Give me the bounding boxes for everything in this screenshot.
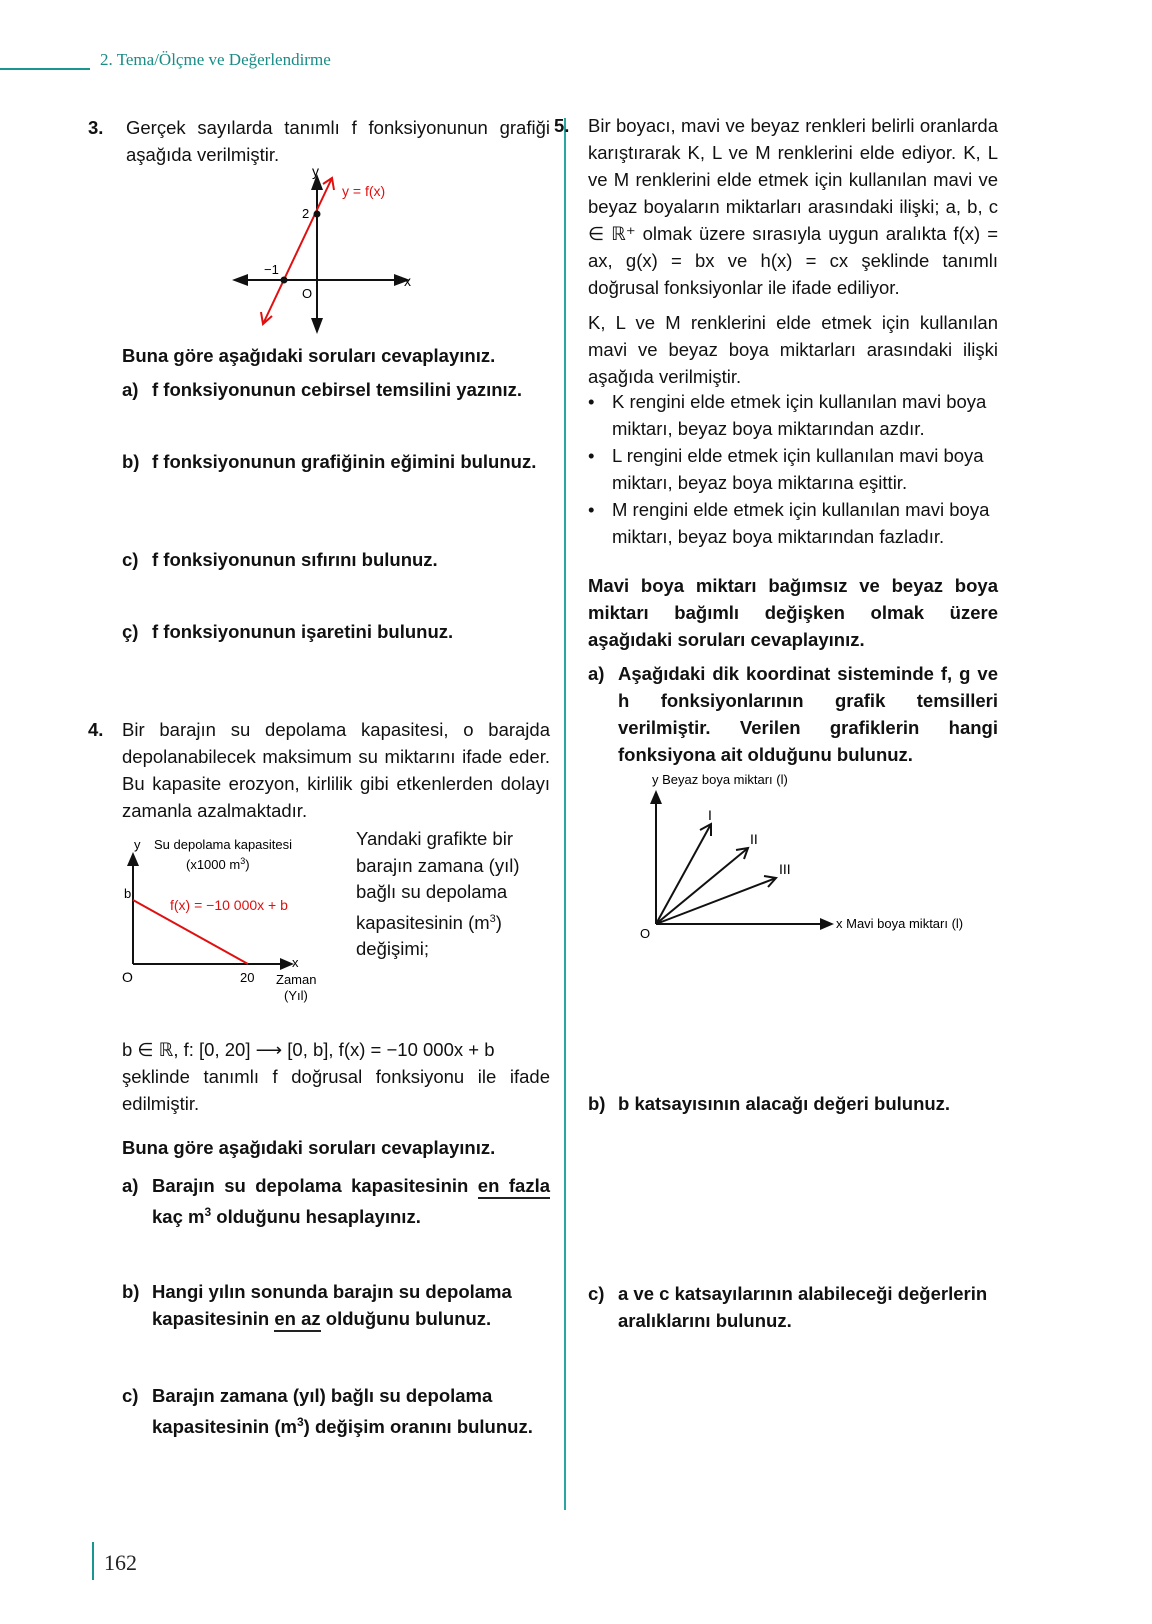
q4-graph [116,830,356,1020]
line-label-II: II [750,831,758,847]
x-intercept-label: −1 [264,262,279,277]
question-4 [88,716,550,824]
q3-part-c-cedilla: ç) f fonksiyonunun işaretini bulunuz. [122,621,454,642]
q5-part-a: a) Aşağıdaki dik koordinat sisteminde f, g ve h fonksiyonlarının grafik temsilleri verilmiştir. Verilen grafiklerin hangi fonksiyona ait olduğunu bulunuz. [588,663,998,765]
bullet-item: • M rengini elde etmek için kullanılan mavi boya miktarı, beyaz boya miktarından fazladır. [586,496,998,550]
y-axis-title: Su depolama kapasitesi [154,837,293,852]
function-label: y = f(x) [342,183,386,199]
x-axis-title: Zaman [276,972,317,987]
question-intro: Gerçek sayılarda tanımlı f fonksiyonunun grafiği aşağıda verilmiştir. [126,117,550,165]
question-intro-2: K, L ve M renklerini elde etmek için kullanılan mavi ve beyaz boya miktarları arasındaki ilişki aşağıda verilmiştir. [588,312,998,387]
q4-side-text: Yandaki grafikte bir barajın zamana (yıl) bağlı su depolama kapasitesinin $(m^3)$ değişimi; [356,828,520,960]
q5-bullets [586,388,998,550]
origin-label: O [640,926,651,941]
q4-definition: b ∈ ℝ, f: [0, 20] ⟶ [0, b], f(x) = −10 000x + b şeklinde tanımlı f doğrusal fonksiyonu ile ifade edilmiştir. [122,1039,550,1114]
q3-instruction: Buna göre aşağıdaki soruları cevaplayınız. [122,345,496,366]
y-intercept-label: 2 [302,206,310,221]
q4-instruction: Buna göre aşağıdaki soruları cevaplayınız. [122,1137,496,1158]
line-label-III: III [779,861,791,877]
q3-graph [228,160,428,340]
x-axis-label: x [404,273,411,289]
q5-part-b: b) b katsayısının alacağı değeri bulunuz. [588,1093,951,1114]
x-axis-unit: (Yıl) [284,988,308,1003]
origin-label: O [122,969,133,985]
q5-graph [636,768,996,948]
question-number: 5. [554,115,570,136]
chapter-title: 2. Tema/Ölçme ve Değerlendirme [100,50,331,69]
question-5 [554,112,998,390]
q5-part-c: c) a ve c katsayılarının alabileceği değerlerin aralıklarını bulunuz. [588,1283,988,1331]
q5-instruction: Mavi boya miktarı bağımsız ve beyaz boya miktarı bağımlı değişken olmak üzere aşağıdaki soruları cevaplayınız. [588,575,998,650]
q4-part-a: a) Barajın su depolama kapasitesinin en fazla kaç $m^3$ olduğunu hesaplayınız. [122,1175,550,1228]
y-axis-label: y Beyaz boya miktarı (l) [652,772,788,787]
origin-label: O [302,286,313,301]
y-axis-unit: (x1000 $m^3$) [186,856,250,872]
q3-part-c: c) f fonksiyonunun sıfırını bulunuz. [122,549,438,570]
x-axis-label: x [292,955,299,970]
question-number: 4. [88,719,104,740]
x-tick-20: 20 [240,970,255,985]
y-axis-label: y [134,837,141,852]
bullet-item: • K rengini elde etmek için kullanılan mavi boya miktarı, beyaz boya miktarından azdır. [586,388,998,442]
x-axis-label: x Mavi boya miktarı (l) [836,916,964,931]
footer-rule [92,1542,94,1580]
q4-part-b: b) Hangi yılın sonunda barajın su depolama kapasitesinin en az olduğunu bulunuz. [122,1278,550,1332]
q4-part-c: c) Barajın zamana (yıl) bağlı su depolama kapasitesinin $(m^3)$ değişim oranını bulunuz. [122,1385,533,1438]
line-label-I: I [708,807,712,823]
header-rule [0,68,90,70]
page-number: 162 [104,1550,137,1575]
q3-part-a: a) f fonksiyonunun cebirsel temsilini yazınız. [122,379,523,400]
b-label: b [124,886,132,901]
q3-part-b: b) f fonksiyonunun grafiğinin eğimini bulunuz. [122,451,537,472]
question-number: 3. [88,117,104,138]
bullet-item: • L rengini elde etmek için kullanılan mavi boya miktarı, beyaz boya miktarına eşittir. [586,442,998,496]
question-intro: Bir barajın su depolama kapasitesi, o barajda depolanabilecek maksimum su miktarını ifade eder. Bu kapasite erozyon, kirlilik gibi etkenlerden dolayı zamanla azalmaktadır. [122,719,550,821]
y-axis-label: y [312,163,319,179]
function-label: f(x) = −10 000x + b [170,897,288,913]
question-intro: Bir boyacı, mavi ve beyaz renkleri belirli oranlarda karıştırarak K, L ve M renklerini elde ediyor. K, L ve M renklerini elde etmek için kullanılan mavi ve beyaz boyaların miktarları arasındaki ilişki; a, b, c ∈ ℝ⁺ olmak üzere sırasıyla uygun aralıkta f(x) = ax, g(x) = bx ve h(x) = cx şeklinde tanımlı doğrusal fonksiyonlar ile ifade ediliyor. [588,115,998,298]
